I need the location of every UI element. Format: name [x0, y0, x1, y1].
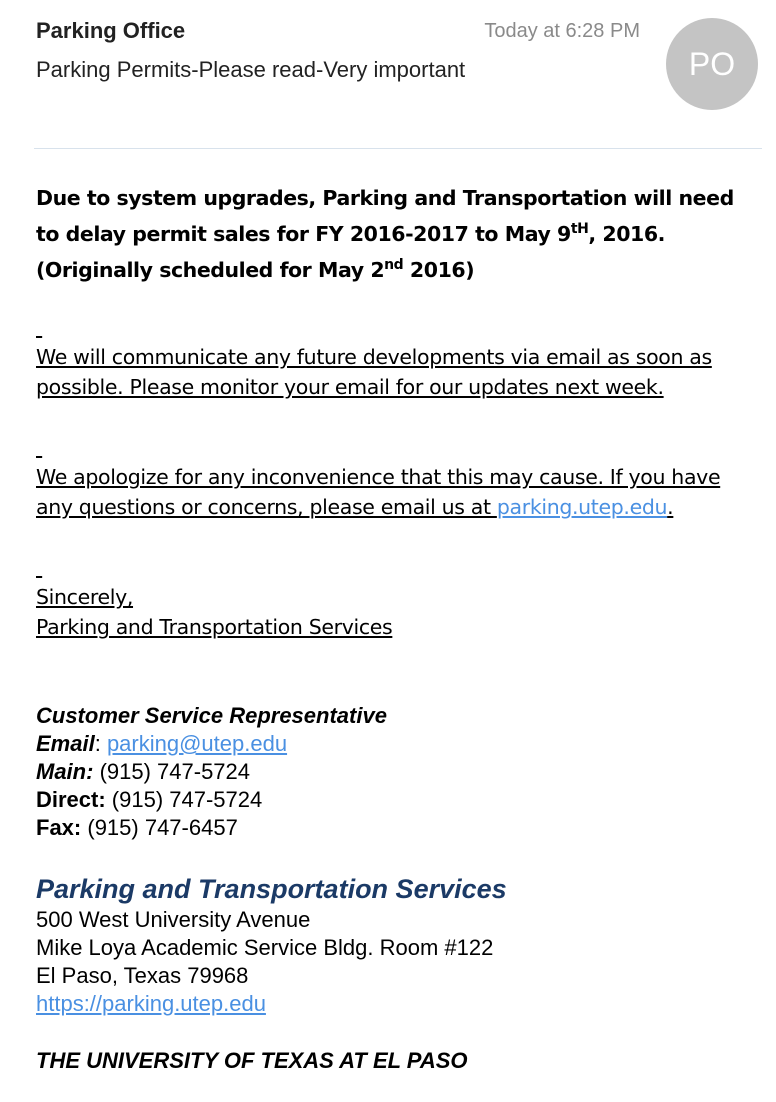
sincerely-text: Sincerely,: [36, 585, 134, 609]
signature-email-line: [36, 730, 736, 758]
team-name: Parking and Transportation Services: [36, 615, 393, 639]
notice-text-1: Due to system upgrades, Parking and Transportation will need to delay permit sales for FY 2016-2017 to May 9: [36, 186, 734, 246]
notice-text-3: 2016): [403, 258, 475, 282]
apology-text: We apologize for any inconvenience that this may cause. If you have any questions or concerns, please email us at: [36, 465, 721, 519]
notice-superscript-2: nd: [384, 257, 404, 273]
apology-paragraph: [36, 432, 746, 522]
main-label: Main:: [36, 759, 94, 784]
apology-tail: .: [667, 495, 674, 519]
fax-number: (915) 747-6457: [81, 815, 238, 840]
signature-contact: [36, 702, 736, 842]
email-subject: Parking Permits-Please read-Very important: [36, 57, 466, 82]
header-divider: [34, 148, 762, 149]
website-link[interactable]: https://parking.utep.edu: [36, 991, 266, 1016]
main-phone: (915) 747-5724: [93, 759, 251, 784]
signature-main-line: [36, 758, 736, 786]
updates-paragraph: [36, 312, 746, 402]
address-line-2: Mike Loya Academic Service Bldg. Room #122: [36, 935, 494, 960]
signature-organization: [36, 872, 736, 1018]
team-paragraph: [36, 612, 746, 642]
avatar-initials: PO: [688, 45, 736, 82]
timestamp: Today at 6:28 PM: [484, 20, 640, 42]
email-label: Email: [36, 731, 95, 756]
notice-text-2: , 2016. (Originally scheduled for May 2: [36, 222, 666, 282]
direct-label: Direct:: [36, 787, 106, 812]
sender-name[interactable]: Parking Office: [36, 18, 186, 43]
university-name: THE UNIVERSITY OF TEXAS AT EL PASO: [36, 1048, 468, 1073]
updates-text: We will communicate any future developments via email as soon as possible. Please monitor your email for our updates next week.: [36, 345, 712, 399]
parking-website-link[interactable]: parking.utep.edu: [496, 495, 668, 519]
signature-fax-line: [36, 814, 736, 842]
signature-role: Customer Service Representative: [36, 703, 387, 728]
notice-paragraph: [36, 180, 746, 288]
direct-phone: (915) 747-5724: [105, 787, 263, 812]
address-line-3: El Paso, Texas 79968: [36, 963, 249, 988]
closing-paragraph: [36, 552, 746, 612]
organization-title: Parking and Transportation Services: [36, 874, 507, 904]
address-line-1: 500 West University Avenue: [36, 907, 311, 932]
notice-superscript-1: tH: [570, 221, 589, 237]
fax-label: Fax:: [36, 815, 82, 840]
blank-line: [36, 552, 746, 582]
blank-line: [36, 312, 746, 342]
email-link[interactable]: parking@utep.edu: [106, 731, 288, 756]
website-line: [36, 990, 736, 1018]
sender-avatar[interactable]: [666, 18, 758, 110]
signature-direct-line: [36, 786, 736, 814]
email-header: [0, 0, 776, 150]
email-separator: :: [94, 731, 107, 756]
blank-line: [36, 432, 746, 462]
